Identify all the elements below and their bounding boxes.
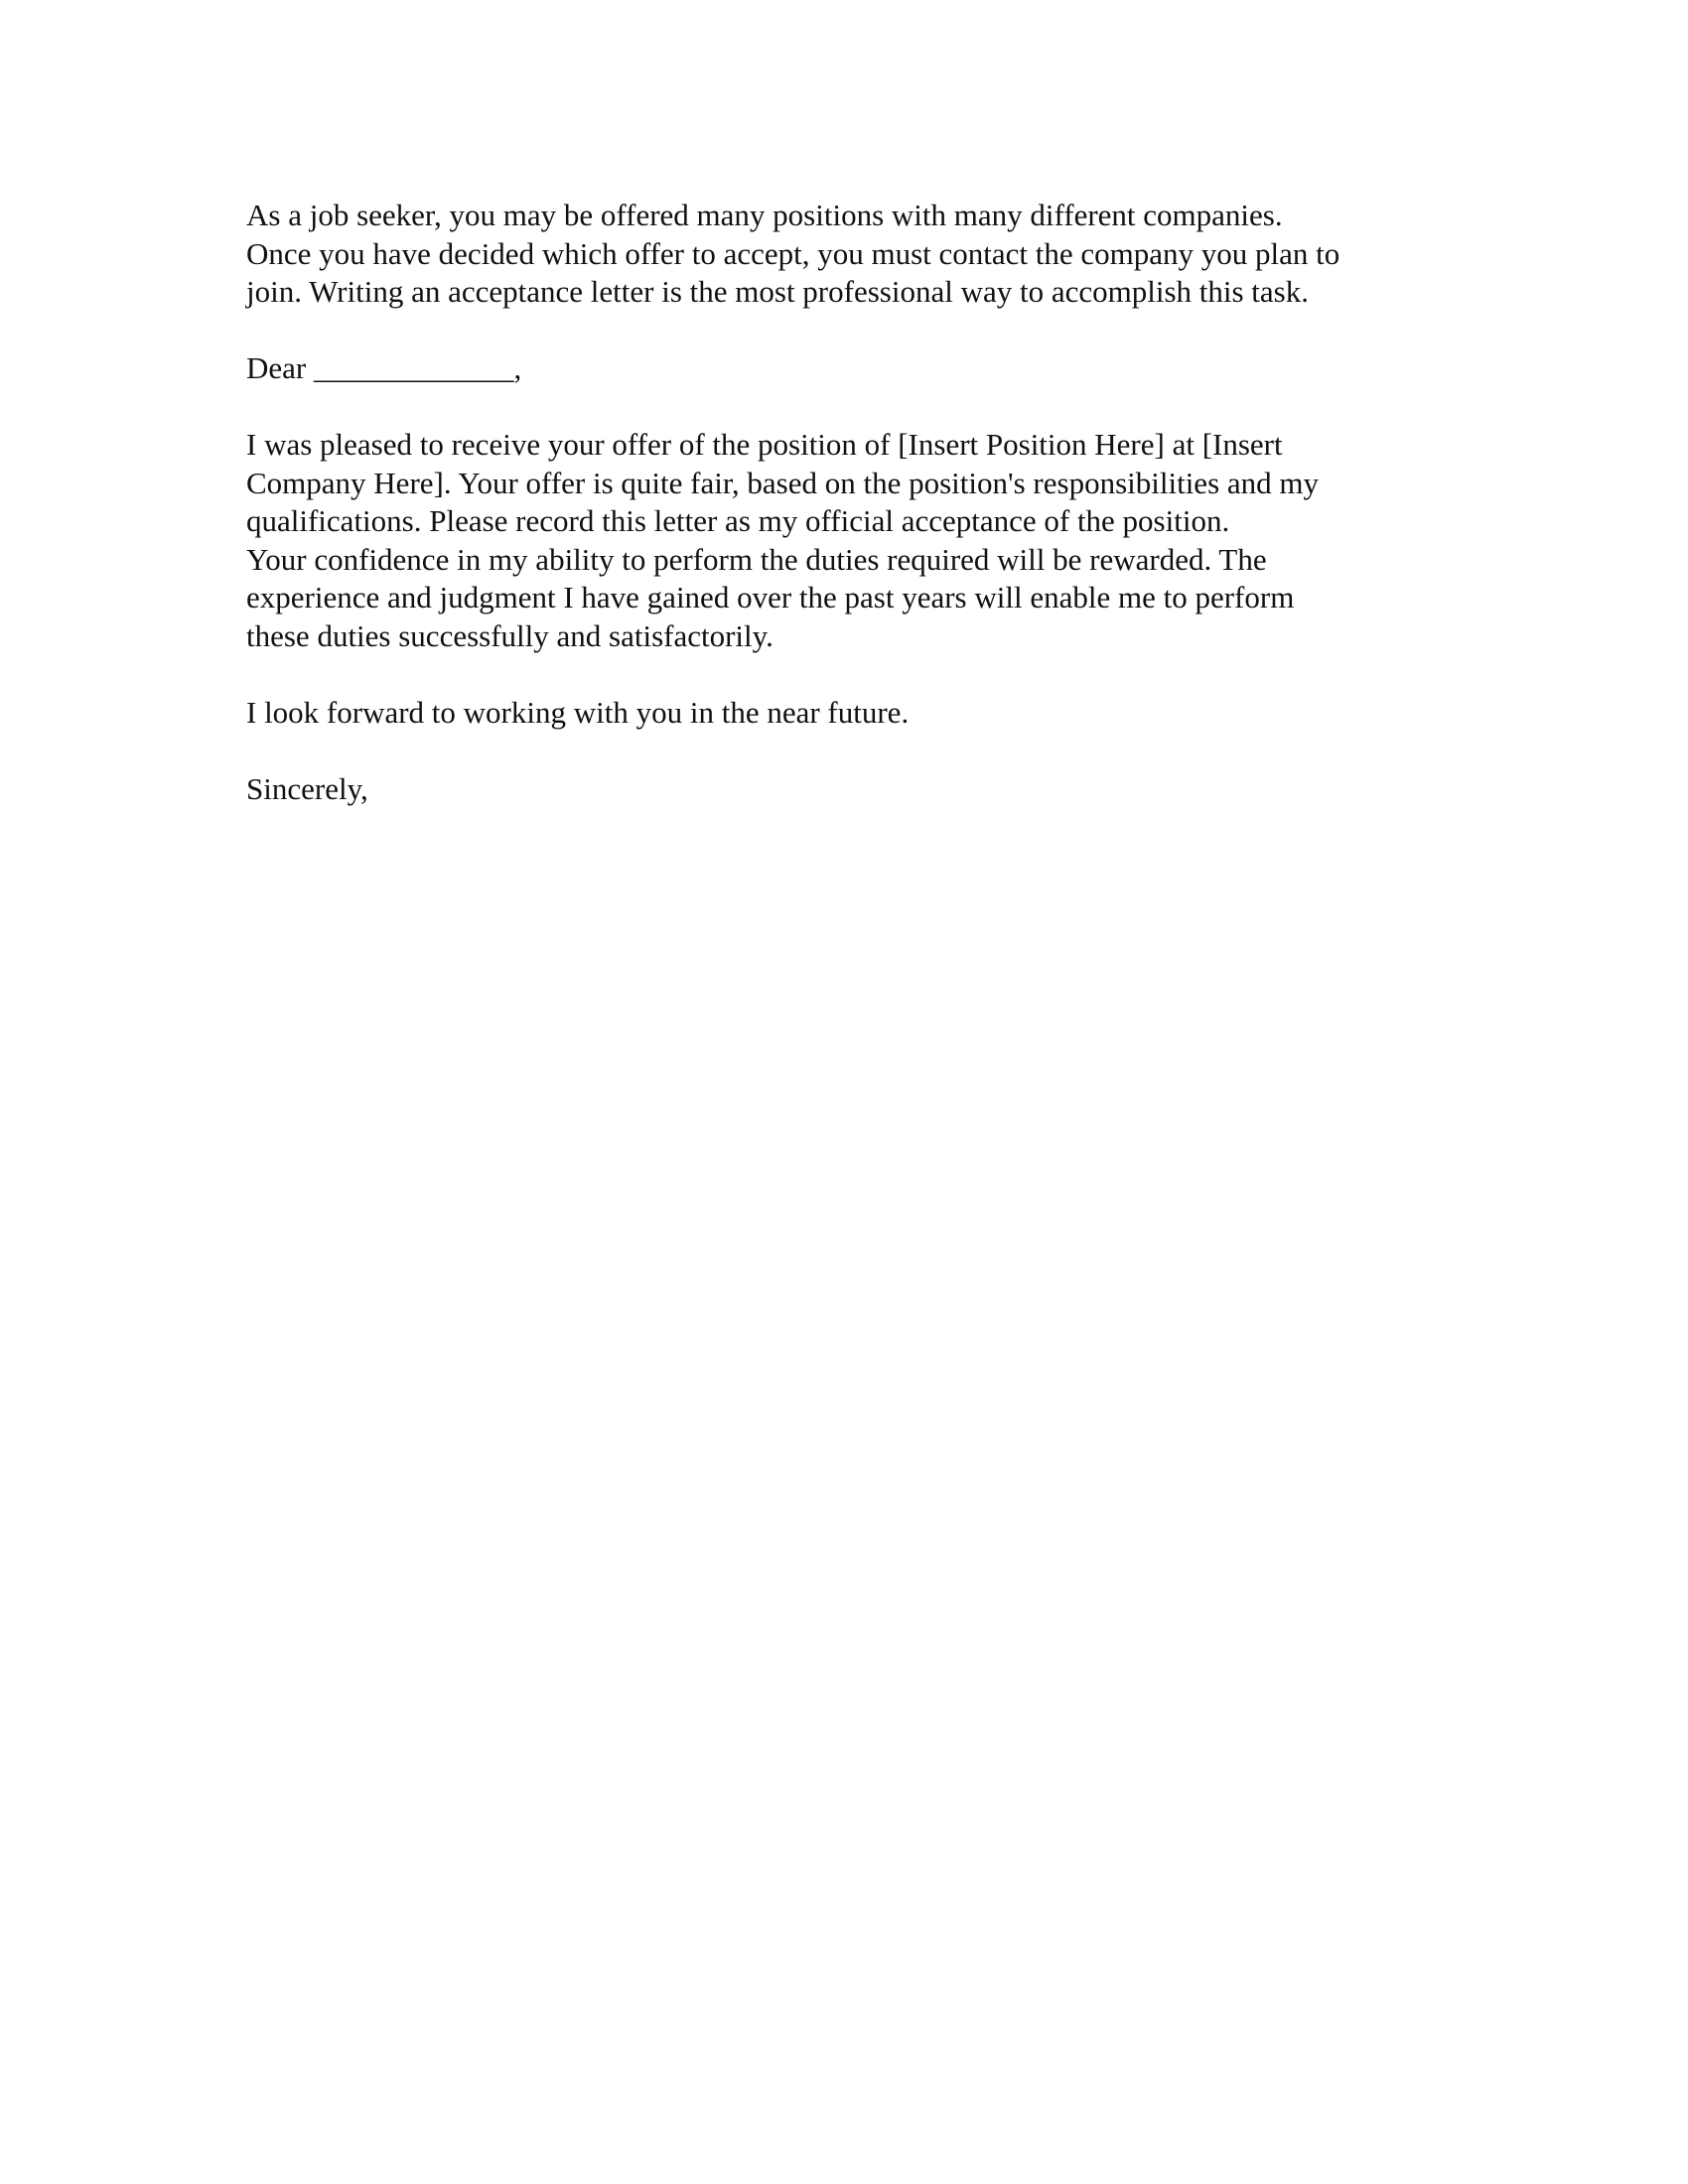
signoff	[246, 770, 1487, 809]
body-paragraph	[246, 426, 1487, 655]
intro-line: join. Writing an acceptance letter is the most professional way to accomplish this task.	[246, 274, 1309, 309]
body-line: experience and judgment I have gained over the past years will enable me to perform	[246, 580, 1295, 614]
body-line: Your confidence in my ability to perform the duties required will be rewarded. The	[246, 541, 1267, 577]
intro-paragraph	[246, 197, 1487, 312]
intro-line: Once you have decided which offer to accept, you must contact the company you plan to	[246, 235, 1340, 271]
closing-line: I look forward to working with you in the near future.	[246, 694, 910, 730]
salutation	[246, 349, 1487, 388]
body-line: qualifications. Please record this letter as my official acceptance of the position.	[246, 503, 1230, 538]
body-line: I was pleased to receive your offer of the position of [Insert Position Here] at [Insert	[246, 427, 1283, 462]
salutation-text: Dear _____________,	[246, 350, 522, 385]
signoff-text: Sincerely,	[246, 770, 368, 806]
letter-page	[246, 197, 1487, 847]
intro-line: As a job seeker, you may be offered many positions with many different companies.	[246, 198, 1283, 232]
body-line: these duties successfully and satisfactorily.	[246, 617, 774, 653]
body-line: Company Here]. Your offer is quite fair, based on the position's responsibilities and my	[246, 465, 1320, 500]
closing-paragraph	[246, 694, 1487, 733]
